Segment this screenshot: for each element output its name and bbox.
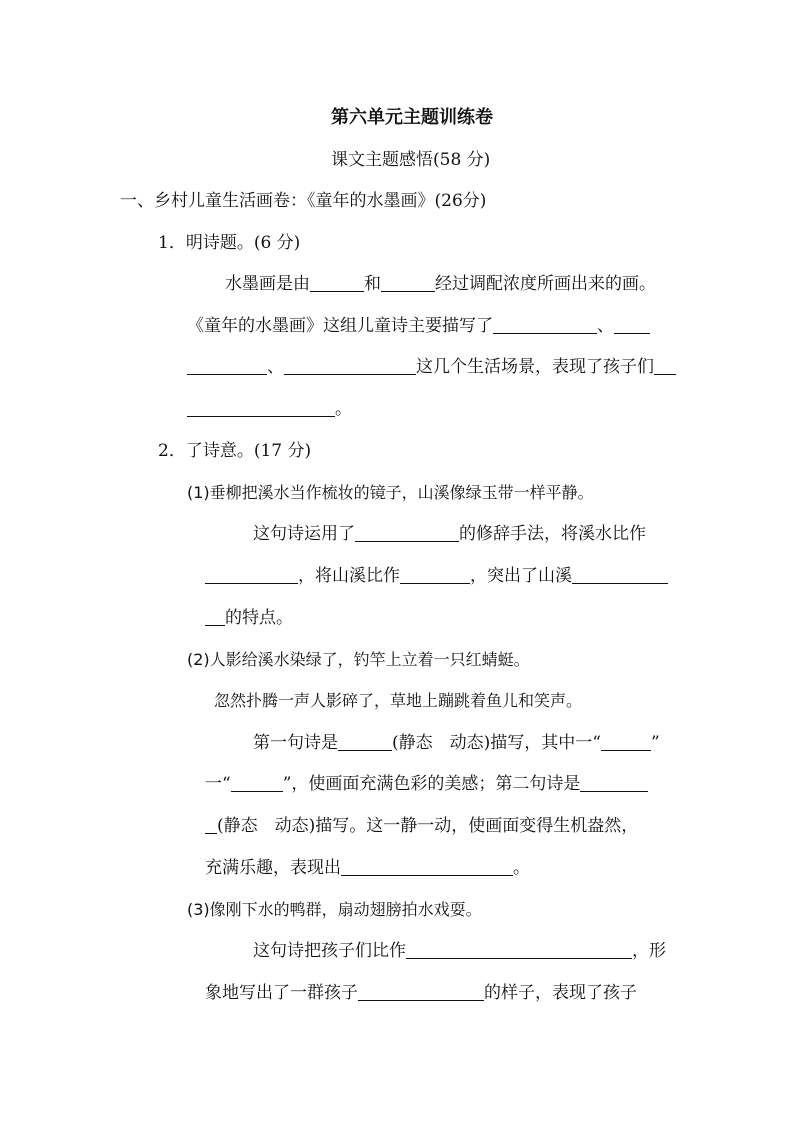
answer-blank[interactable] xyxy=(614,315,650,334)
answer-blank[interactable] xyxy=(601,732,651,751)
section-heading: 一、乡村儿童生活画卷：《童年的水墨画》(26分) xyxy=(120,191,487,211)
q1-text: 和 xyxy=(364,274,381,294)
poem-line: (3)像刚下水的鸭群，扇动翅膀拍水戏耍。 xyxy=(187,900,482,919)
q2-text: ，将山溪比作 xyxy=(298,566,400,586)
answer-blank[interactable] xyxy=(310,273,364,292)
answer-blank[interactable] xyxy=(381,273,435,292)
q2-text: 的特点。 xyxy=(225,608,293,628)
q2-text: 这句诗把孩子们比作 xyxy=(253,941,406,961)
q1-line-4 xyxy=(187,397,352,421)
answer-blank[interactable] xyxy=(572,565,668,584)
q1-text: 、 xyxy=(267,357,284,377)
q2-text: 这句诗运用了 xyxy=(253,524,355,544)
q1-text: 。 xyxy=(335,399,352,419)
answer-blank[interactable] xyxy=(358,982,484,1001)
q2-text: 一“ xyxy=(205,774,231,794)
q2-text: ，突出了山溪 xyxy=(470,566,572,586)
question-1-label: 1．明诗题。(6 分) xyxy=(158,233,301,253)
answer-blank[interactable] xyxy=(205,565,298,584)
q2-3-line-1 xyxy=(253,939,666,963)
answer-blank[interactable] xyxy=(205,607,225,626)
q2-text: ”，使画面充满色彩的美感；第二句诗是 xyxy=(282,774,581,794)
poem-line: 忽然扑腾一声人影碎了，草地上蹦跳着鱼儿和笑声。 xyxy=(214,691,583,710)
q2-3-line-2 xyxy=(205,981,637,1005)
q2-2-line-4 xyxy=(205,856,530,880)
q2-text: (静态 动态)描写，其中一“ xyxy=(392,733,601,753)
page-title: 第六单元主题训练卷 xyxy=(331,107,493,128)
q2-1-line-3 xyxy=(205,606,293,630)
q2-2-line-1 xyxy=(253,731,660,755)
q2-text: 充满乐趣，表现出 xyxy=(205,858,341,878)
q1-line-2 xyxy=(187,314,650,338)
q1-line-3 xyxy=(187,355,676,379)
answer-blank[interactable] xyxy=(187,356,267,375)
answer-blank[interactable] xyxy=(341,857,513,876)
answer-blank[interactable] xyxy=(338,732,392,751)
answer-blank[interactable] xyxy=(493,315,597,334)
q1-text: 经过调配浓度所画出来的画。 xyxy=(435,274,656,294)
poem-line: (2)人影给溪水染绿了，钓竿上立着一只红蜻蜓。 xyxy=(187,650,530,669)
answer-blank[interactable] xyxy=(284,356,416,375)
q1-text: 这几个生活场景，表现了孩子们 xyxy=(416,357,654,377)
poem-line: (1)垂柳把溪水当作梳妆的镜子，山溪像绿玉带一样平静。 xyxy=(187,483,594,502)
q2-text: 的修辞手法，将溪水比作 xyxy=(459,524,646,544)
q1-text: 《童年的水墨画》这组儿童诗主要描写了 xyxy=(187,316,493,336)
q2-text: (静态 动态)描写。这一静一动，使画面变得生机盎然， xyxy=(217,816,639,836)
q2-2-line-2 xyxy=(205,772,648,796)
q2-text: 。 xyxy=(513,858,530,878)
q2-text: ” xyxy=(650,733,660,753)
answer-blank[interactable] xyxy=(580,773,648,792)
q2-text: 第一句诗是 xyxy=(253,733,338,753)
answer-blank[interactable] xyxy=(231,773,283,792)
answer-blank[interactable] xyxy=(187,398,335,417)
answer-blank[interactable] xyxy=(355,523,459,542)
q2-text: 的样子，表现了孩子 xyxy=(484,983,637,1003)
page-subtitle: 课文主题感悟(58 分) xyxy=(331,150,491,170)
answer-blank[interactable] xyxy=(654,356,676,375)
q1-text: 水墨画是由 xyxy=(225,274,310,294)
question-2-label: 2．了诗意。(17 分) xyxy=(158,441,312,461)
answer-blank[interactable] xyxy=(406,940,632,959)
answer-blank[interactable] xyxy=(400,565,470,584)
q1-line-1 xyxy=(225,272,656,296)
q2-text: ，形 xyxy=(632,941,666,961)
q2-1-line-1 xyxy=(253,522,646,546)
q2-1-line-2 xyxy=(205,564,668,588)
q2-text: 象地写出了一群孩子 xyxy=(205,983,358,1003)
answer-blank[interactable] xyxy=(205,815,217,834)
q2-2-line-3 xyxy=(205,814,638,838)
q1-text: 、 xyxy=(597,316,614,336)
